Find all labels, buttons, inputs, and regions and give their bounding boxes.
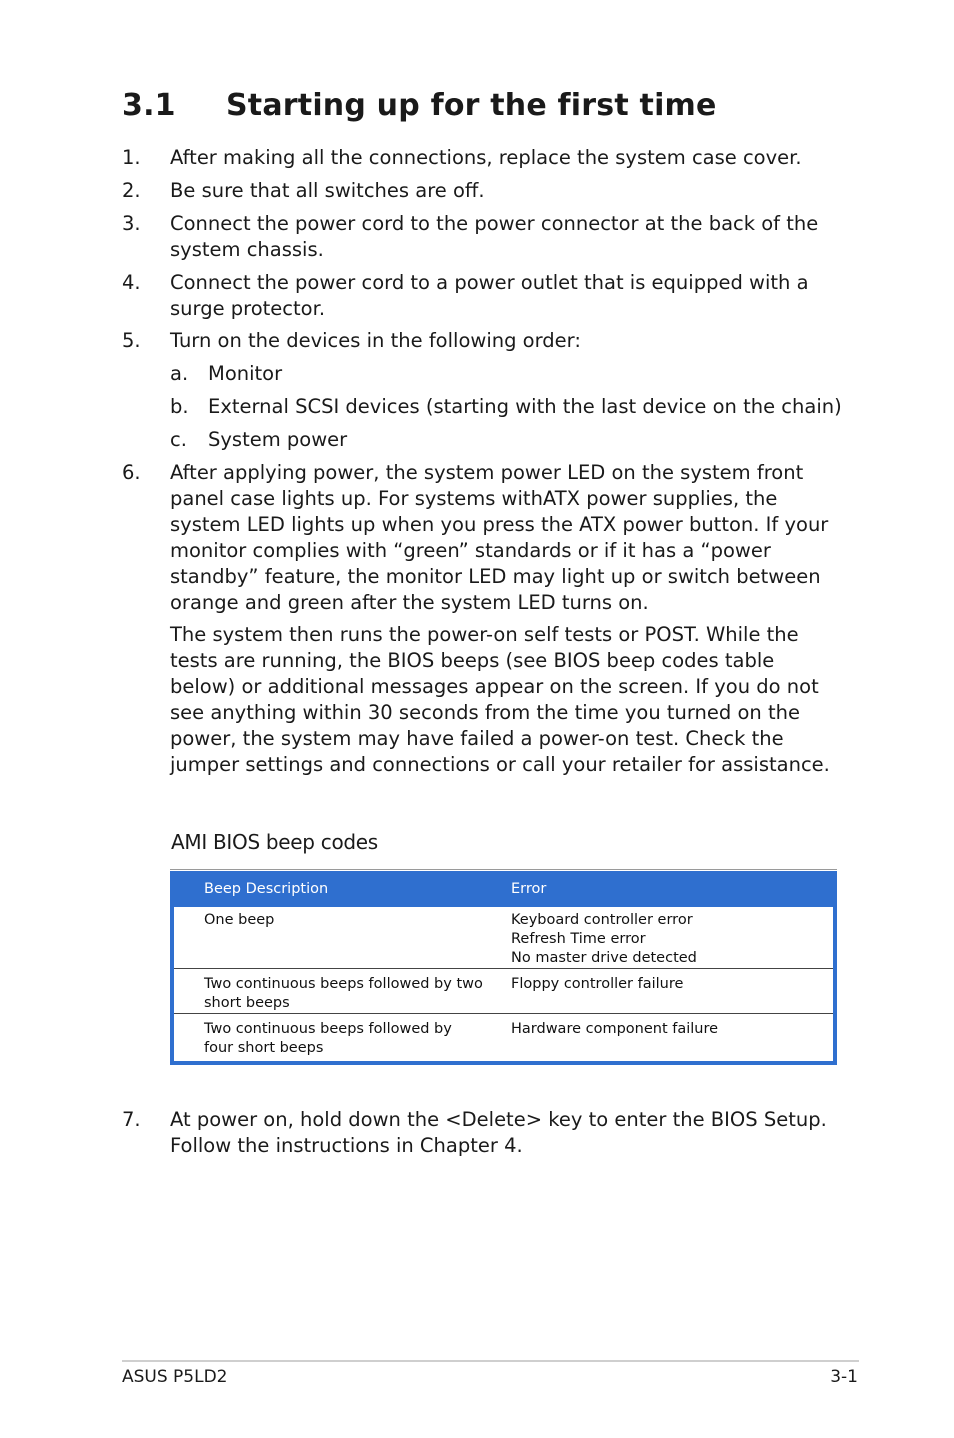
footer-page-number: 3-1 <box>830 1367 858 1387</box>
step-text: At power on, hold down the <Delete> key to enter the BIOS Setup. Follow the instructions in Chapter 4. <box>170 1108 827 1157</box>
order-letter: b. <box>170 395 189 418</box>
header-error: Error <box>511 881 547 897</box>
step-number: 4. <box>122 271 141 294</box>
order-letter: c. <box>170 428 187 451</box>
order-text: System power <box>208 428 348 451</box>
beep-description: One beep <box>204 912 275 928</box>
header-beep-description: Beep Description <box>204 881 329 897</box>
error-list <box>511 975 831 994</box>
step-text: After applying power, the system power LED on the system front panel case lights up. For systems withATX power supplies, the system LED lights up when you press the ATX power button. If your monitor complies with “green” standards or if it has a “power standby” feature, the monitor LED may light up or switch between orange and green after the system LED turns on. <box>170 461 829 614</box>
table-header <box>174 871 833 907</box>
step-number: 7. <box>122 1108 141 1131</box>
step-number: 5. <box>122 329 141 352</box>
order-item <box>170 361 282 387</box>
table-title-rule <box>170 869 837 870</box>
beep-codes-table <box>170 871 837 1065</box>
step-text: Connect the power cord to a power outlet that is equipped with a surge protector. <box>170 271 809 320</box>
step-text: After making all the connections, replace the system case cover. <box>170 146 802 169</box>
footer-product: ASUS P5LD2 <box>122 1367 228 1387</box>
step-number: 1. <box>122 146 141 169</box>
beep-description: Two continuous beeps followed by four short beeps <box>204 1021 452 1056</box>
error-text: Keyboard controller error <box>511 912 693 928</box>
step-number: 6. <box>122 461 141 484</box>
error-list <box>511 1020 831 1039</box>
step-text: Turn on the devices in the following order: <box>170 329 581 352</box>
order-letter: a. <box>170 362 189 385</box>
table-title: AMI BIOS beep codes <box>171 830 378 854</box>
order-item <box>170 427 347 453</box>
section-title: Starting up for the first time <box>226 88 717 123</box>
beep-description: Two continuous beeps followed by two short beeps <box>204 976 483 1011</box>
step-number: 3. <box>122 212 141 235</box>
step-text: Be sure that all switches are off. <box>170 179 485 202</box>
error-text: No master drive detected <box>511 950 697 966</box>
order-item <box>170 394 842 420</box>
row-divider <box>174 968 833 969</box>
step-text: Connect the power cord to the power connector at the back of the system chassis. <box>170 212 819 261</box>
error-text: Refresh Time error <box>511 931 646 947</box>
section-number: 3.1 <box>122 88 176 123</box>
page-title <box>122 88 717 123</box>
error-text: Hardware component failure <box>511 1021 719 1037</box>
footer-rule <box>122 1360 859 1362</box>
order-text: Monitor <box>208 362 283 385</box>
step-number: 2. <box>122 179 141 202</box>
error-list <box>511 911 831 968</box>
error-text: Floppy controller failure <box>511 976 684 992</box>
order-text: External SCSI devices (starting with the last device on the chain) <box>208 395 842 418</box>
row-divider <box>174 1013 833 1014</box>
post-paragraph: The system then runs the power-on self tests or POST. While the tests are running, the BIOS beeps (see BIOS beep codes table below) or additional messages appear on the screen. If you do not see anything within 30 seconds from the time you turned on the power, the system may have failed a power-on test. Check the jumper settings and connections or call your retailer for assistance. <box>170 623 830 776</box>
